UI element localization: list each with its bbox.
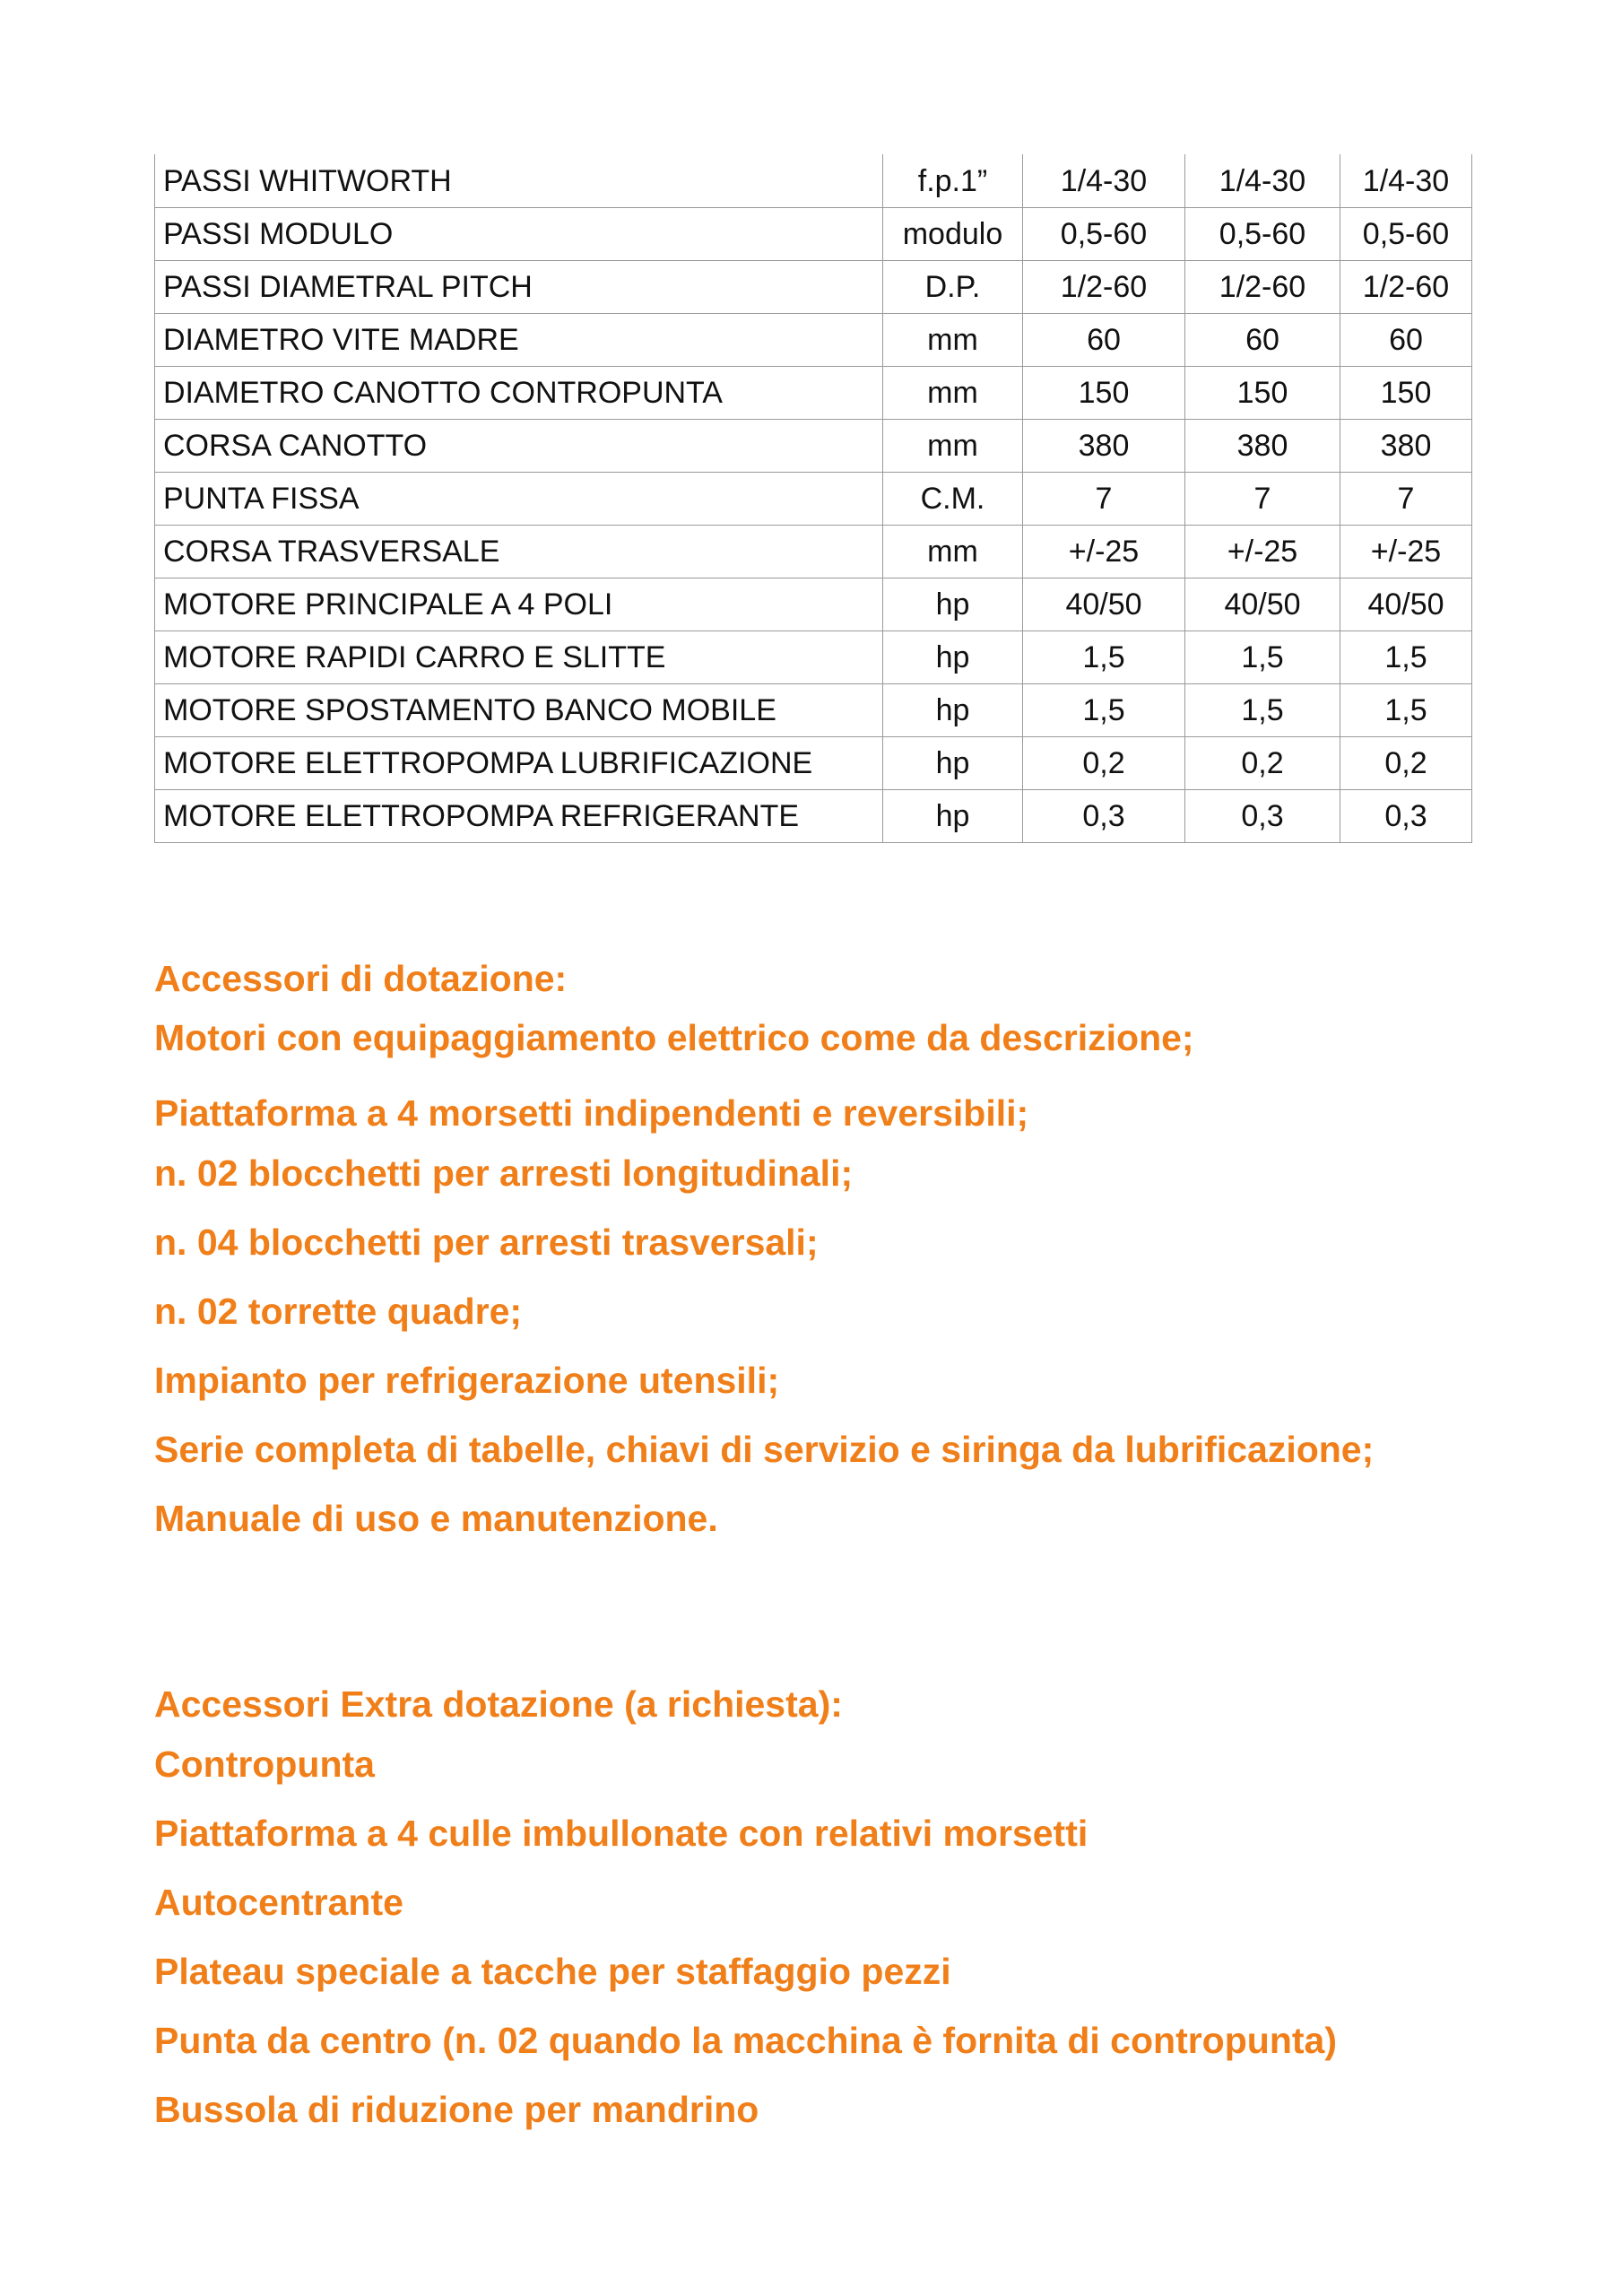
spec-name-cell: DIAMETRO CANOTTO CONTROPUNTA (155, 367, 883, 420)
spec-value-cell: +/-25 (1185, 526, 1340, 578)
spec-name-cell: DIAMETRO VITE MADRE (155, 314, 883, 367)
spec-value-cell: 1,5 (1023, 631, 1185, 684)
spec-value-cell: 40/50 (1023, 578, 1185, 631)
spec-value-cell: 7 (1185, 473, 1340, 526)
table-row (155, 737, 1472, 790)
table-row (155, 367, 1472, 420)
spec-value-cell: 380 (1023, 420, 1185, 473)
standard-accessory-item: n. 02 torrette quadre; (154, 1291, 523, 1332)
standard-accessory-item: Impianto per refrigerazione utensili; (154, 1360, 780, 1401)
standard-accessory-item: Serie completa di tabelle, chiavi di servizio e siringa da lubrificazione; (154, 1429, 1375, 1470)
spec-value-cell: 40/50 (1185, 578, 1340, 631)
spec-value-cell: 1/4-30 (1340, 155, 1472, 208)
standard-accessory-item: Motori con equipaggiamento elettrico come da descrizione; (154, 1017, 1194, 1058)
spec-value-cell: 1/4-30 (1023, 155, 1185, 208)
extra-accessory-item: Punta da centro (n. 02 quando la macchina è fornita di contropunta) (154, 2020, 1337, 2061)
spec-name-cell: CORSA CANOTTO (155, 420, 883, 473)
table-row (155, 208, 1472, 261)
spec-unit-cell: hp (883, 578, 1023, 631)
spec-value-cell: 0,3 (1023, 790, 1185, 843)
table-row (155, 684, 1472, 737)
spec-value-cell: 380 (1185, 420, 1340, 473)
standard-accessory-item: Manuale di uso e manutenzione. (154, 1498, 718, 1539)
spec-unit-cell: hp (883, 684, 1023, 737)
spec-value-cell: 1/2-60 (1185, 261, 1340, 314)
table-row (155, 473, 1472, 526)
table-row (155, 631, 1472, 684)
extra-accessory-item: Plateau speciale a tacche per staffaggio pezzi (154, 1951, 951, 1992)
spec-value-cell: 1,5 (1340, 684, 1472, 737)
standard-accessory-item: Piattaforma a 4 morsetti indipendenti e reversibili; (154, 1092, 1029, 1134)
spec-unit-cell: mm (883, 526, 1023, 578)
spec-value-cell: 380 (1340, 420, 1472, 473)
spec-unit-cell: hp (883, 737, 1023, 790)
spec-name-cell: MOTORE RAPIDI CARRO E SLITTE (155, 631, 883, 684)
spec-name-cell: PASSI DIAMETRAL PITCH (155, 261, 883, 314)
extra-accessories-heading: Accessori Extra dotazione (a richiesta): (154, 1683, 843, 1725)
table-row (155, 790, 1472, 843)
spec-value-cell: 150 (1185, 367, 1340, 420)
standard-accessory-item: n. 04 blocchetti per arresti trasversali; (154, 1222, 819, 1263)
spec-value-cell: 7 (1340, 473, 1472, 526)
spec-unit-cell: C.M. (883, 473, 1023, 526)
spec-table (154, 154, 1472, 843)
spec-value-cell: 1,5 (1185, 684, 1340, 737)
spec-name-cell: MOTORE SPOSTAMENTO BANCO MOBILE (155, 684, 883, 737)
table-row (155, 526, 1472, 578)
spec-unit-cell: mm (883, 420, 1023, 473)
spec-value-cell: 0,3 (1340, 790, 1472, 843)
spec-name-cell: MOTORE ELETTROPOMPA REFRIGERANTE (155, 790, 883, 843)
standard-accessories-heading: Accessori di dotazione: (154, 958, 568, 999)
spec-value-cell: 0,2 (1185, 737, 1340, 790)
spec-value-cell: +/-25 (1340, 526, 1472, 578)
spec-unit-cell: mm (883, 314, 1023, 367)
extra-accessory-item: Autocentrante (154, 1882, 403, 1923)
extra-accessory-item: Contropunta (154, 1744, 375, 1785)
spec-value-cell: +/-25 (1023, 526, 1185, 578)
spec-value-cell: 0,2 (1023, 737, 1185, 790)
standard-accessory-item: n. 02 blocchetti per arresti longitudinali; (154, 1152, 854, 1194)
spec-value-cell: 7 (1023, 473, 1185, 526)
spec-value-cell: 1,5 (1340, 631, 1472, 684)
spec-value-cell: 1/2-60 (1023, 261, 1185, 314)
spec-name-cell: CORSA TRASVERSALE (155, 526, 883, 578)
table-row (155, 420, 1472, 473)
spec-unit-cell: modulo (883, 208, 1023, 261)
spec-value-cell: 150 (1023, 367, 1185, 420)
spec-value-cell: 60 (1023, 314, 1185, 367)
spec-value-cell: 1,5 (1023, 684, 1185, 737)
spec-value-cell: 1,5 (1185, 631, 1340, 684)
extra-accessory-item: Bussola di riduzione per mandrino (154, 2089, 759, 2130)
table-row (155, 261, 1472, 314)
spec-name-cell: PUNTA FISSA (155, 473, 883, 526)
spec-name-cell: PASSI MODULO (155, 208, 883, 261)
spec-value-cell: 1/2-60 (1340, 261, 1472, 314)
spec-unit-cell: hp (883, 631, 1023, 684)
spec-value-cell: 0,2 (1340, 737, 1472, 790)
spec-unit-cell: f.p.1” (883, 155, 1023, 208)
spec-name-cell: PASSI WHITWORTH (155, 155, 883, 208)
table-row (155, 155, 1472, 208)
spec-value-cell: 60 (1185, 314, 1340, 367)
spec-value-cell: 1/4-30 (1185, 155, 1340, 208)
spec-name-cell: MOTORE ELETTROPOMPA LUBRIFICAZIONE (155, 737, 883, 790)
spec-value-cell: 150 (1340, 367, 1472, 420)
spec-unit-cell: D.P. (883, 261, 1023, 314)
spec-unit-cell: hp (883, 790, 1023, 843)
spec-name-cell: MOTORE PRINCIPALE A 4 POLI (155, 578, 883, 631)
table-row (155, 314, 1472, 367)
table-row (155, 578, 1472, 631)
spec-value-cell: 0,5-60 (1185, 208, 1340, 261)
spec-value-cell: 60 (1340, 314, 1472, 367)
spec-value-cell: 0,5-60 (1340, 208, 1472, 261)
spec-unit-cell: mm (883, 367, 1023, 420)
spec-value-cell: 40/50 (1340, 578, 1472, 631)
extra-accessory-item: Piattaforma a 4 culle imbullonate con relativi morsetti (154, 1813, 1089, 1854)
spec-value-cell: 0,5-60 (1023, 208, 1185, 261)
spec-value-cell: 0,3 (1185, 790, 1340, 843)
